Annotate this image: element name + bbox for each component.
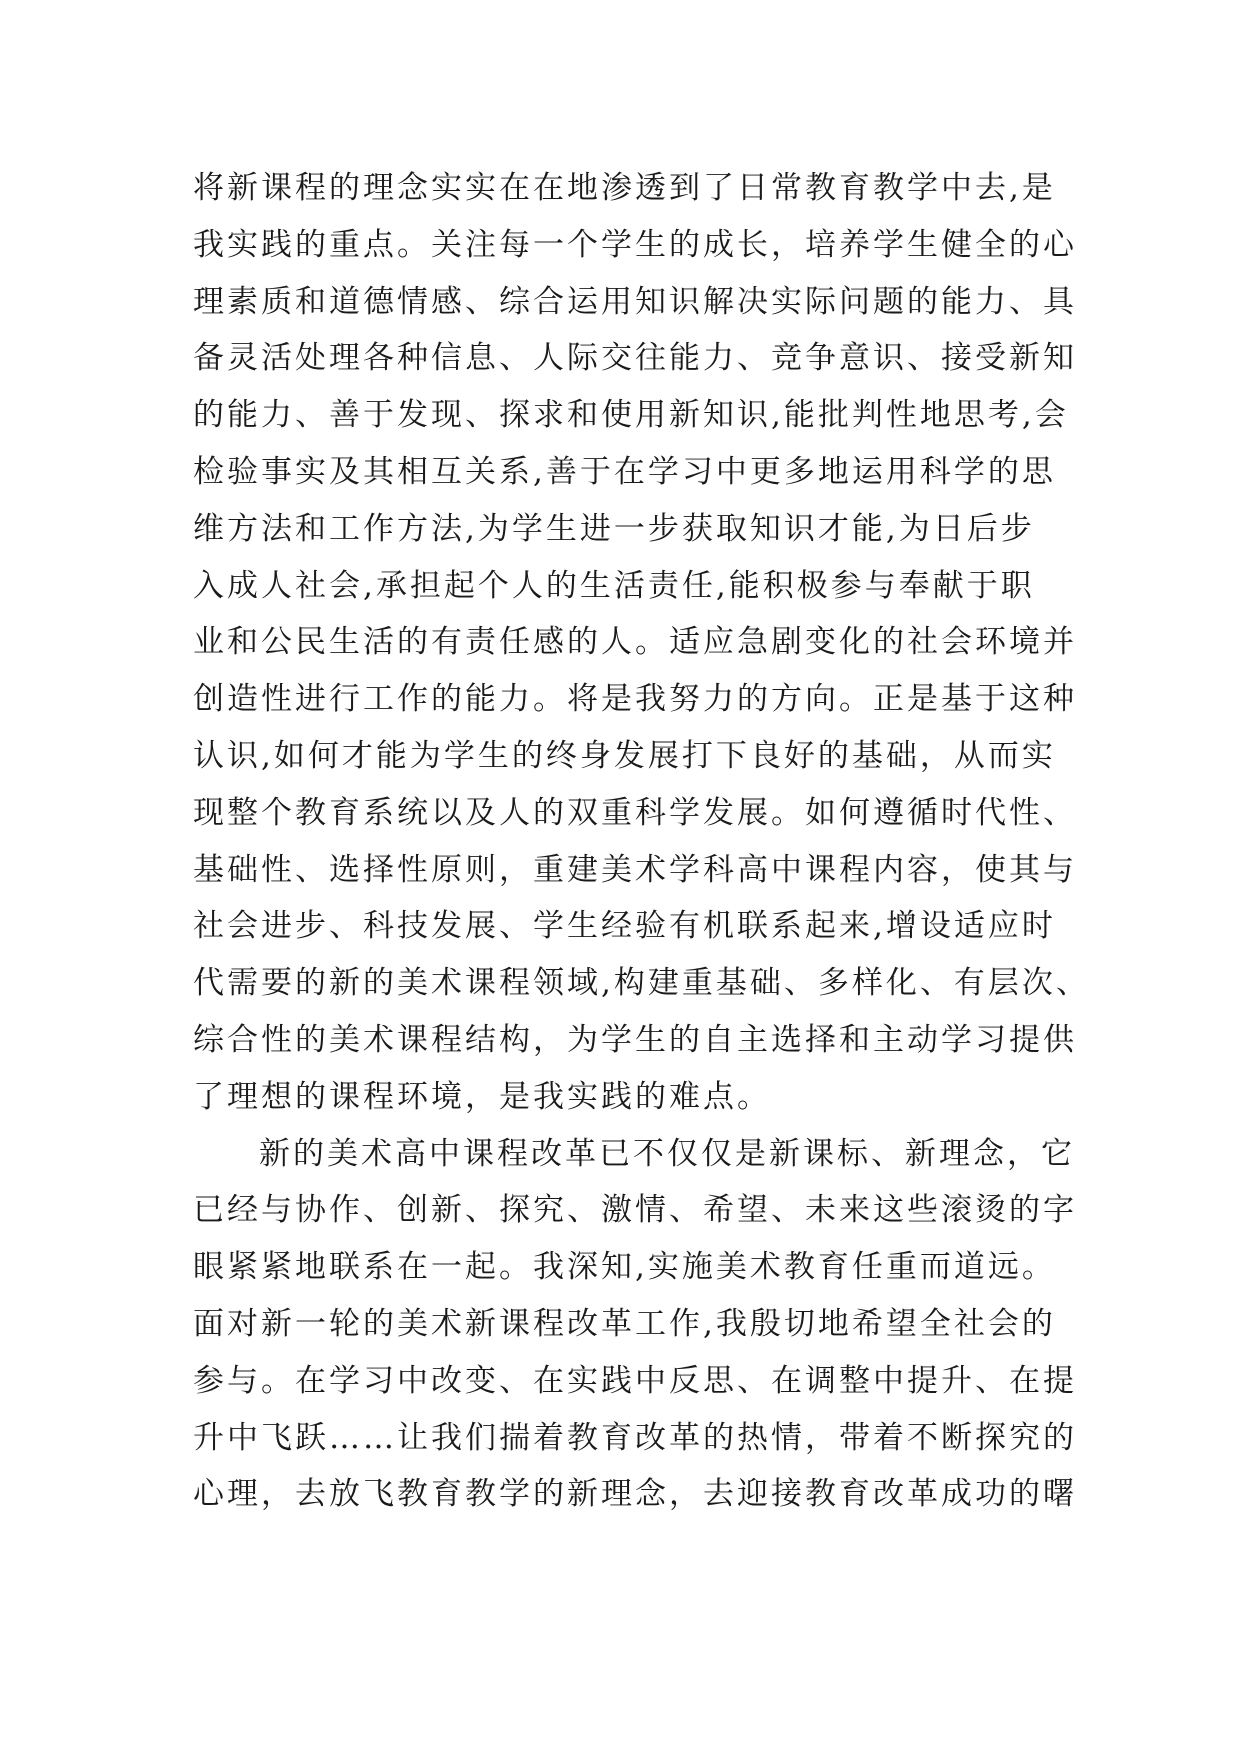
paragraph-2-line-5: 参与。在学习中改变、在实践中反思、在调整中提升、在提	[193, 1362, 1077, 1399]
paragraph-1-line-16: 综合性的美术课程结构，为学生的自主选择和主动学习提供	[193, 1021, 1077, 1058]
paragraph-1-line-13: 基础性、选择性原则，重建美术学科高中课程内容，使其与	[193, 851, 1077, 888]
paragraph-1-line-7: 维方法和工作方法,为学生进一步获取知识才能,为日后步	[193, 510, 1035, 547]
paragraph-1-line-5: 的能力、善于发现、探求和使用新知识,能批判性地思考,会	[193, 397, 1069, 434]
paragraph-1-line-9: 业和公民生活的有责任感的人。适应急剧变化的社会环境并	[193, 624, 1077, 661]
paragraph-1-line-1: 将新课程的理念实实在在地渗透到了日常教育教学中去,是	[193, 170, 1056, 206]
paragraph-2-line-3: 眼紧紧地联系在一起。我深知,实施美术教育任重而道远。	[193, 1249, 1056, 1286]
paragraph-1-line-8: 入成人社会,承担起个人的生活责任,能积极参与奉献于职	[193, 567, 1035, 604]
paragraph-2-line-4: 面对新一轮的美术新课程改革工作,我殷切地希望全社会的	[193, 1305, 1056, 1342]
paragraph-1-line-10: 创造性进行工作的能力。将是我努力的方向。正是基于这种	[193, 681, 1077, 718]
paragraph-1-line-17: 了理想的课程环境，是我实践的难点。	[193, 1078, 771, 1115]
paragraph-2-line-7: 心理，去放飞教育教学的新理念，去迎接教育改革成功的曙	[193, 1476, 1077, 1513]
paragraph-1-line-4: 备灵活处理各种信息、人际交往能力、竞争意识、接受新知	[193, 340, 1077, 377]
paragraph-1-line-14: 社会进步、科技发展、学生经验有机联系起来,增设适应时	[193, 908, 1056, 945]
paragraph-1-line-11: 认识,如何才能为学生的终身发展打下良好的基础，从而实	[193, 737, 1056, 774]
document-body	[193, 160, 1090, 1523]
paragraph-2-line-6: 升中飞跃……让我们揣着教育改革的热情，带着不断探究的	[193, 1419, 1077, 1456]
paragraph-1-line-15: 代需要的新的美术课程领域,构建重基础、多样化、有层次、	[193, 965, 1090, 1002]
paragraph-2-line-1: 新的美术高中课程改革已不仅仅是新课标、新理念，它	[259, 1135, 1075, 1172]
paragraph-1-line-2: 我实践的重点。关注每一个学生的成长，培养学生健全的心	[193, 226, 1077, 263]
paragraph-2-line-2: 已经与协作、创新、探究、激情、希望、未来这些滚烫的字	[193, 1192, 1077, 1229]
paragraph-1-line-3: 理素质和道德情感、综合运用知识解决实际问题的能力、具	[193, 283, 1077, 320]
paragraph-1-line-6: 检验事实及其相互关系,善于在学习中更多地运用科学的思	[193, 453, 1056, 490]
paragraph-1-line-12: 现整个教育系统以及人的双重科学发展。如何遵循时代性、	[193, 794, 1077, 831]
